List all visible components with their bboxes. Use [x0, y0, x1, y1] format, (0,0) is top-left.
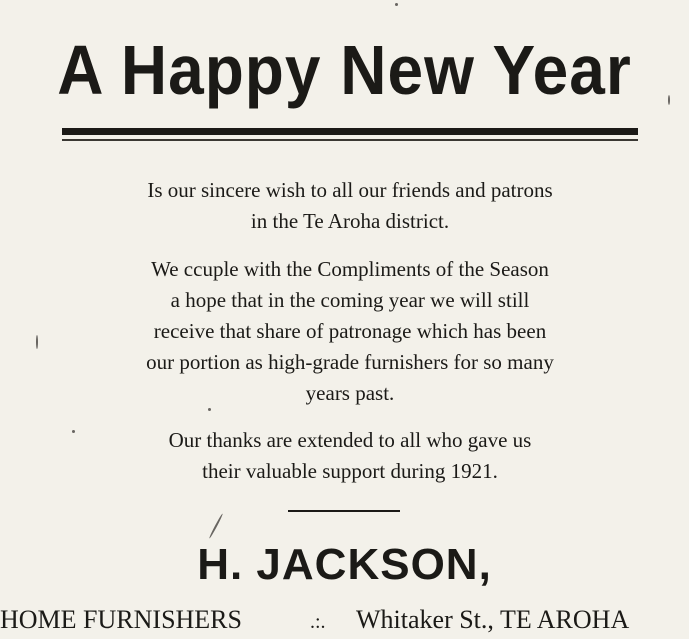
headline-rule-thin: [62, 139, 638, 141]
print-speck: [72, 430, 75, 433]
greeting-paragraph: [95, 175, 605, 237]
thanks-paragraph: [95, 425, 605, 487]
paragraph-line: Our thanks are extended to all who gave us: [168, 428, 532, 452]
paragraph-line: years past.: [305, 381, 395, 405]
paragraph-line: in the Te Aroha district.: [250, 209, 450, 233]
print-speck: [395, 3, 398, 6]
paragraph-line: receive that share of patronage which has been: [153, 319, 547, 343]
signature-name: H. JACKSON,: [197, 540, 492, 589]
paragraph-line: our portion as high-grade furnishers for so many: [146, 350, 554, 374]
paragraph-line: We ccuple with the Compliments of the Season: [151, 257, 549, 281]
print-speck: [668, 95, 670, 105]
signature-divider: [288, 510, 400, 512]
headline-rule-thick: [62, 128, 638, 135]
print-speck: [36, 335, 38, 349]
footer-address: Whitaker St., TE AROHA: [356, 605, 630, 634]
print-speck: [209, 513, 224, 539]
paragraph-line: their valuable support during 1921.: [202, 459, 498, 483]
headline: A Happy New Year: [57, 31, 632, 109]
paragraph-line: a hope that in the coming year we will still: [170, 288, 530, 312]
compliments-paragraph: [95, 254, 605, 409]
print-speck: [208, 408, 211, 411]
paragraph-line: Is our sincere wish to all our friends and patrons: [147, 178, 553, 202]
footer-business: HOME FURNISHERS: [0, 605, 242, 634]
footer-separator: .:.: [310, 611, 326, 633]
